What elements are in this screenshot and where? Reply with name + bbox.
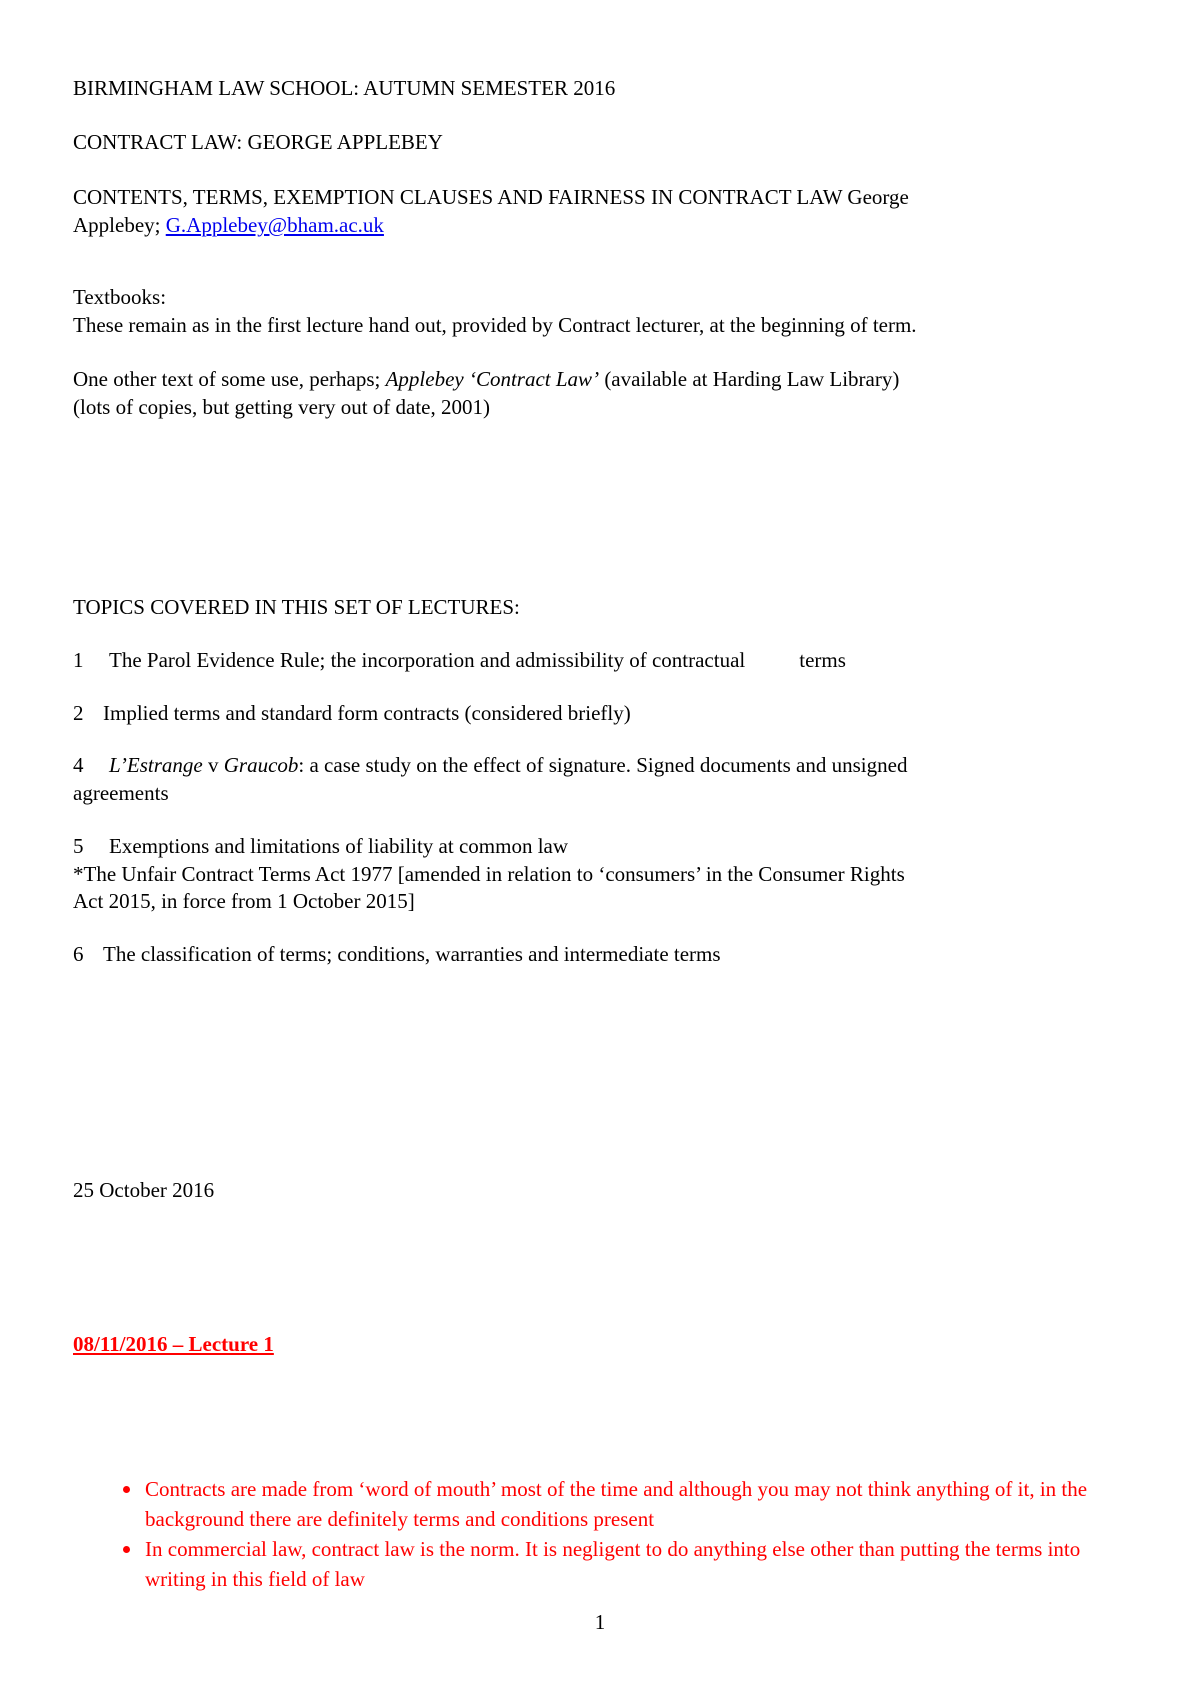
bullet-icon bbox=[123, 1486, 130, 1493]
lecture-heading: 08/11/2016 – Lecture 1 bbox=[73, 1332, 274, 1356]
lecture-notes-list bbox=[73, 1474, 1133, 1594]
topic-text: : a case study on the effect of signature. Signed documents and unsigned bbox=[298, 753, 908, 777]
textbooks-heading: Textbooks: bbox=[73, 285, 167, 309]
topic-5-note: *The Unfair Contract Terms Act 1977 [amended in relation to ‘consumers’ in the Consumer Rights bbox=[73, 862, 905, 886]
topic-4-continued: agreements bbox=[73, 781, 169, 805]
list-item bbox=[73, 1474, 1133, 1534]
topic-number: 5 bbox=[73, 834, 84, 858]
list-item bbox=[73, 1534, 1133, 1594]
topic-text-tail: terms bbox=[799, 648, 846, 672]
topic-5-note-continued: Act 2015, in force from 1 October 2015] bbox=[73, 889, 415, 913]
bullet-icon bbox=[123, 1546, 130, 1553]
topic-6 bbox=[73, 940, 721, 968]
page-number: 1 bbox=[594, 1610, 606, 1634]
author-line bbox=[73, 211, 384, 239]
topic-number: 1 bbox=[73, 648, 84, 672]
other-text-suffix: (available at Harding Law Library) bbox=[599, 367, 900, 391]
other-text-line bbox=[73, 365, 899, 393]
topic-text: The Parol Evidence Rule; the incorporation and admissibility of contractual bbox=[109, 648, 746, 672]
course-heading: CONTRACT LAW: GEORGE APPLEBEY bbox=[73, 130, 443, 154]
topic-number: 2 bbox=[73, 701, 84, 725]
topic-text: Implied terms and standard form contracts (considered briefly) bbox=[103, 701, 631, 725]
topic-number: 6 bbox=[73, 942, 84, 966]
topic-text: Exemptions and limitations of liability at common law bbox=[109, 834, 569, 858]
topic-4 bbox=[73, 751, 907, 779]
document-date: 25 October 2016 bbox=[73, 1178, 215, 1202]
topic-2 bbox=[73, 699, 631, 727]
email-link[interactable]: G.Applebey@bham.ac.uk bbox=[165, 213, 384, 237]
author-name: Applebey; bbox=[73, 213, 166, 237]
case-name-2: Graucob bbox=[223, 753, 299, 777]
textbooks-body: These remain as in the first lecture hand out, provided by Contract lecturer, at the beginning of term. bbox=[73, 313, 917, 337]
topics-heading: TOPICS COVERED IN THIS SET OF LECTURES: bbox=[73, 595, 520, 619]
other-text-title: Applebey ‘Contract Law’ bbox=[385, 367, 600, 391]
other-text-note: (lots of copies, but getting very out of date, 2001) bbox=[73, 395, 490, 419]
contents-heading: CONTENTS, TERMS, EXEMPTION CLAUSES AND FAIRNESS IN CONTRACT LAW George bbox=[73, 185, 909, 209]
topic-1 bbox=[73, 646, 846, 674]
case-versus: v bbox=[202, 753, 224, 777]
bullet-text: Contracts are made from ‘word of mouth’ most of the time and although you may not think anything of it, in the background there are definitely terms and conditions present bbox=[145, 1477, 1088, 1531]
school-heading: BIRMINGHAM LAW SCHOOL: AUTUMN SEMESTER 2016 bbox=[73, 76, 616, 100]
other-text-prefix: One other text of some use, perhaps; bbox=[73, 367, 386, 391]
case-name-1: L’Estrange bbox=[109, 753, 203, 777]
topic-5 bbox=[73, 832, 568, 860]
topic-number: 4 bbox=[73, 753, 84, 777]
bullet-text: In commercial law, contract law is the norm. It is negligent to do anything else other than putting the terms into writing in this field of law bbox=[145, 1537, 1081, 1591]
topic-text: The classification of terms; conditions, warranties and intermediate terms bbox=[103, 942, 721, 966]
